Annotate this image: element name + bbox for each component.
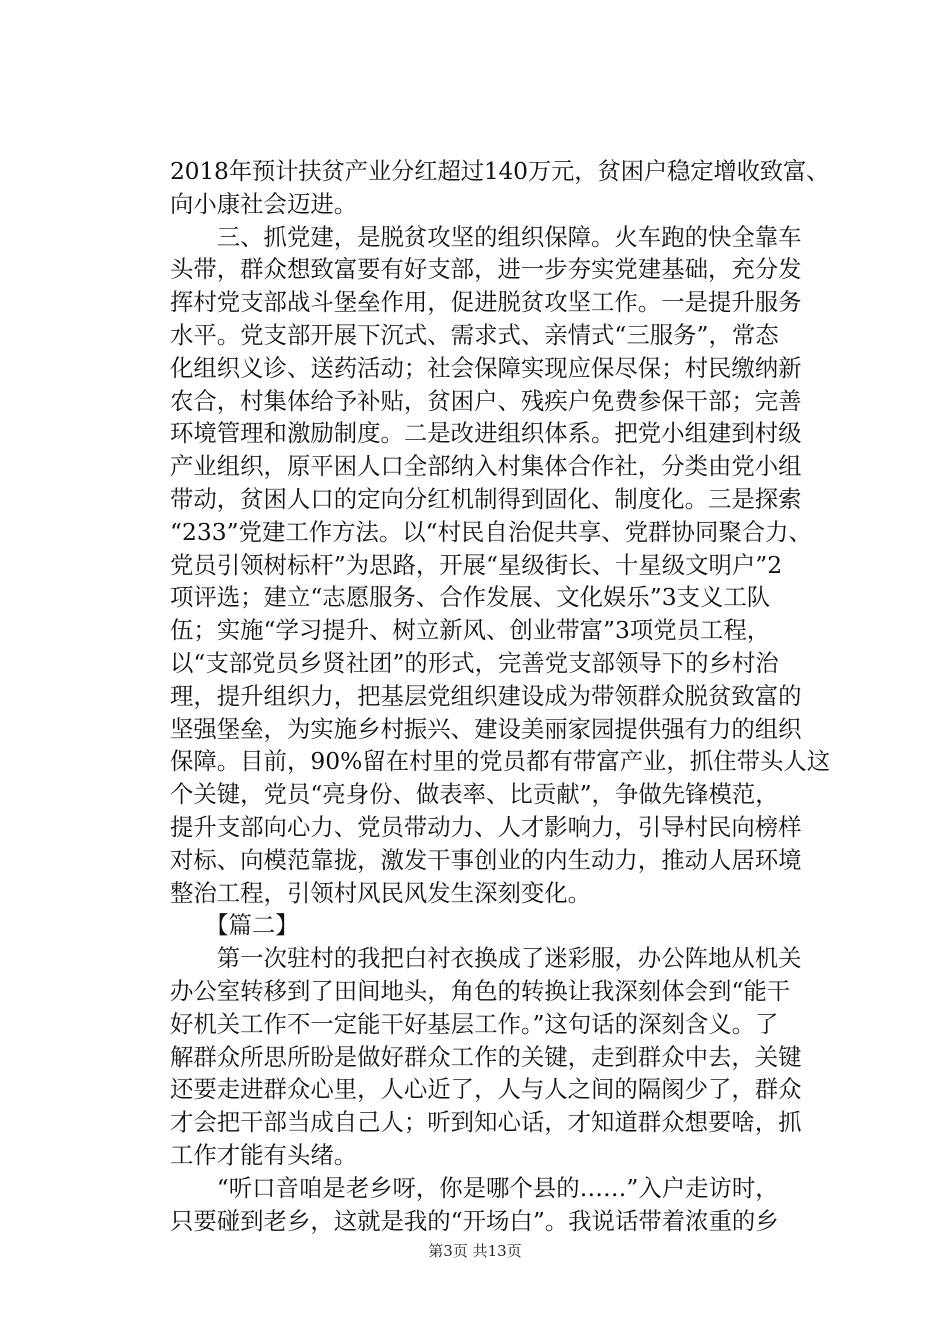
text-line: 办公室转移到了田间地头，角色的转换让我深刻体会到“能干: [170, 976, 791, 1005]
text-line: 工作才能有头绪。: [170, 1140, 358, 1169]
text-line: 环境管理和激励制度。二是改进组织体系。把党小组建到村级: [170, 419, 802, 448]
text-line: 提升支部向心力、党员带动力、人才影响力，引导村民向榜样: [170, 812, 802, 841]
text-line: 坚强堡垒，为实施乡村振兴、建设美丽家园提供强有力的组织: [170, 714, 802, 743]
text-line: 化组织义诊、送药活动；社会保障实现应保尽保；村民缴纳新: [170, 353, 802, 382]
text-line: 以“支部党员乡贤社团”的形式，完善党支部领导下的乡村治: [170, 648, 779, 677]
text-line: 解群众所思所盼是做好群众工作的关键，走到群众中去，关键: [170, 1042, 802, 1071]
text-line: 带动，贫困人口的定向分红机制得到固化、制度化。三是探索: [170, 484, 802, 513]
text-line: 整治工程，引领村风民风发生深刻变化。: [170, 878, 592, 907]
text-line: 好机关工作不一定能干好基层工作。”这句话的深刻含义。了: [170, 1009, 779, 1038]
text-line: 三、抓党建，是脱贫攻坚的组织保障。火车跑的快全靠车: [170, 222, 802, 251]
text-line: 水平。党支部开展下沉式、需求式、亲情式“三服务”，常态: [170, 320, 779, 349]
text-line: 向小康社会迈进。: [170, 189, 358, 218]
text-line: 才会把干部当成自己人；听到知心话，才知道群众想要啥，抓: [170, 1108, 802, 1137]
text-line: 第一次驻村的我把白衬衣换成了迷彩服，办公阵地从机关: [170, 944, 802, 973]
text-line: 农合，村集体给予补贴，贫困户、残疾户免费参保干部；完善: [170, 386, 802, 415]
text-line: 【篇二】: [170, 911, 299, 940]
text-line: 党员引领树标杆”为思路，开展“星级街长、十星级文明户”2: [170, 550, 783, 579]
text-line: 对标、向模范靠拢，激发干事创业的内生动力，推动人居环境: [170, 845, 802, 874]
text-line: 理，提升组织力，把基层党组织建设成为带领群众脱贫致富的: [170, 681, 802, 710]
text-line: 保障。目前，90%留在村里的党员都有带富产业，抓住带头人这: [170, 747, 831, 776]
text-line: 个关键，党员“亮身份、做表率、比贡献”，争做先锋模范，: [170, 780, 779, 809]
text-line: 伍；实施“学习提升、树立新风、创业带富”3项党员工程，: [170, 616, 771, 645]
text-line: 产业组织，原平困人口全部纳入村集体合作社，分类由党小组: [170, 452, 802, 481]
text-line: 头带，群众想致富要有好支部，进一步夯实党建基础，充分发: [170, 255, 802, 284]
document-body: [170, 155, 830, 1237]
text-line: “233”党建工作方法。以“村民自治促共享、党群协同聚合力、: [170, 517, 812, 546]
text-line: 2018年预计扶贫产业分红超过140万元，贫困户稳定增收致富、: [170, 157, 830, 185]
text-line: 挥村党支部战斗堡垒作用，促进脱贫攻坚工作。一是提升服务: [170, 288, 802, 317]
text-line: 项评选；建立“志愿服务、合作发展、文化娱乐”3支义工队: [170, 583, 771, 612]
text-line: 只要碰到老乡，这就是我的“开场白”。我说话带着浓重的乡: [170, 1206, 779, 1235]
text-line: 还要走进群众心里，人心近了，人与人之间的隔阂少了，群众: [170, 1075, 802, 1104]
page-footer: 第3页 共13页: [428, 1242, 522, 1260]
text-line: “听口音咱是老乡呀，你是哪个县的……”入户走访时，: [170, 1173, 779, 1202]
